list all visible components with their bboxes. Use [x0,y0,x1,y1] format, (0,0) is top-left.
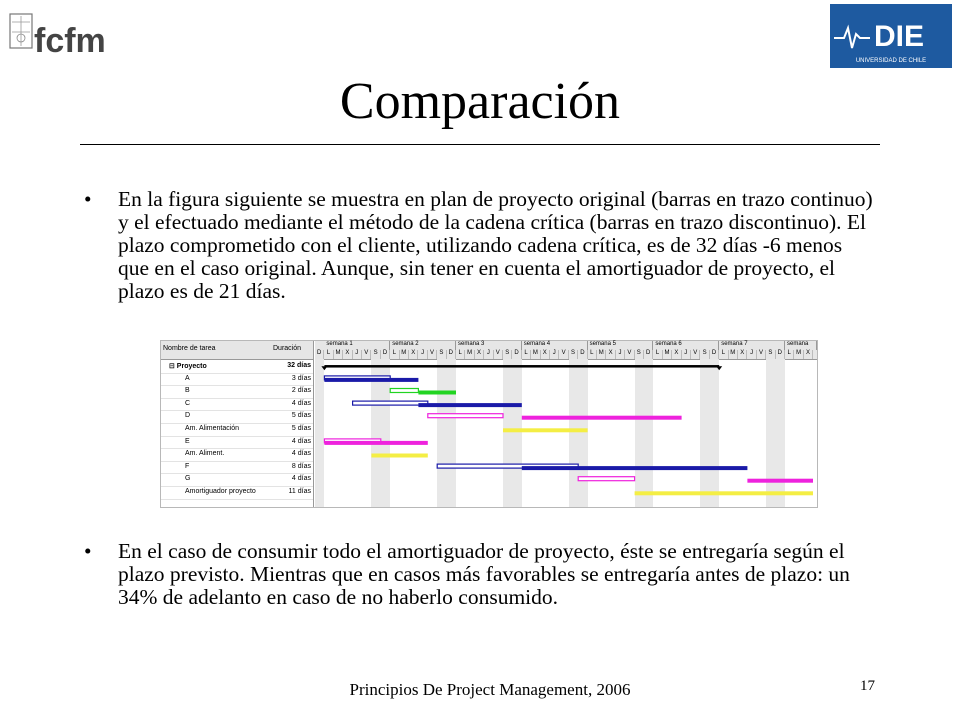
day-label: L [456,350,465,359]
task-duration: 32 días [287,362,311,369]
task-duration: 5 días [291,412,311,420]
gantt-bar [324,378,418,382]
task-duration: 4 días [291,437,311,445]
week-label: semana 6 [653,341,719,350]
day-label: D [644,350,653,359]
day-label: X [738,350,747,359]
day-label: S [700,350,709,359]
day-label: M [597,350,606,359]
week-label: semana 4 [522,341,588,350]
task-duration: 11 días [288,488,311,495]
day-label: X [409,350,418,359]
gantt-chart [160,340,818,508]
day-label: X [672,350,681,359]
task-name: F [185,462,190,470]
gantt-bar [635,491,813,495]
day-label: L [390,350,399,359]
gantt-bar [390,389,418,393]
task-duration: 5 días [291,425,311,432]
day-label: D [710,350,719,359]
fcfm-logo-text: fcfm [34,22,106,60]
task-duration: 4 días [291,450,311,458]
day-label: M [729,350,738,359]
week-label: semana 5 [588,341,654,350]
bullet-marker: • [84,187,92,211]
day-label: M [334,350,343,359]
day-label: D [315,350,324,359]
day-label: D [381,350,390,359]
day-label: L [324,350,333,359]
day-label: D [776,350,785,359]
week-label: semana 3 [456,341,522,350]
bullet-marker: • [84,539,92,563]
day-label: L [719,350,728,359]
day-label: S [635,350,644,359]
day-label: J [484,350,493,359]
gantt-bar [353,401,428,405]
die-logo [830,4,952,68]
day-label: J [353,350,362,359]
task-duration: 8 días [291,462,311,470]
task-duration: 4 días [291,399,311,407]
day-label: M [663,350,672,359]
gantt-bar [522,416,682,420]
day-label: S [503,350,512,359]
day-label: V [362,350,371,359]
bullet-2-text: En el caso de consumir todo el amortiguador de proyecto, éste se entregaría según el plazo previsto. Mientras que en casos más favorables se entregaría antes de plazo: un 34% de adelanto en caso de no haberlo consumido. [118,539,850,609]
day-label: V [691,350,700,359]
die-logo-text: DIE [874,20,925,53]
task-duration: 2 días [291,387,311,395]
university-crest-icon [8,8,118,68]
week-label: semana 2 [390,341,456,350]
task-name: A [185,374,190,382]
day-label: D [578,350,587,359]
task-name: Am. Alimentación [185,425,240,432]
task-name: ⊟ Proyecto [169,363,207,370]
gantt-bar [503,428,588,432]
day-label: V [625,350,634,359]
day-label: J [418,350,427,359]
day-label: L [522,350,531,359]
task-name: Amortiguador proyecto [185,488,256,495]
task-name: Am. Aliment. [185,450,225,458]
week-label: semana 7 [719,341,785,350]
title-divider [80,144,880,145]
day-label: M [794,350,803,359]
day-label: L [653,350,662,359]
page-number: 17 [860,678,875,694]
day-label: M [531,350,540,359]
header-task-name: Nombre de tarea [163,345,216,352]
day-label: M [400,350,409,359]
day-label: L [588,350,597,359]
day-label: S [766,350,775,359]
die-logo-subtext: UNIVERSIDAD DE CHILE [855,58,927,64]
day-label: L [785,350,794,359]
fcfm-logo [8,8,118,68]
day-label: M [465,350,474,359]
gantt-bar [418,403,521,407]
day-label: D [447,350,456,359]
day-label: S [371,350,380,359]
day-label: V [428,350,437,359]
day-label: X [804,350,813,359]
gantt-bar [324,365,719,368]
day-label: J [550,350,559,359]
slide-title: Comparación [339,73,621,130]
gantt-bar [522,466,748,470]
day-label: V [494,350,503,359]
day-label: X [541,350,550,359]
bullet-1-text: En la figura siguiente se muestra en plan de proyecto original (barras en trazo continuo) y el efectuado mediante el método de la cadena crítica (barras en trazo discontinuo). El plazo comprometido con el cliente, utilizando cadena crítica, es de 32 días -6 menos que en el caso original. Aunque, sin tener en cuenta el amortiguador de proyecto, el plazo es de 21 días. [118,187,873,303]
gantt-bar [578,477,634,481]
task-duration: 3 días [291,374,311,382]
day-label: V [559,350,568,359]
day-label: X [343,350,352,359]
day-label: D [512,350,521,359]
footer-text: Principios De Project Management, 2006 [349,680,631,699]
summary-end-marker [716,366,722,370]
day-label: J [682,350,691,359]
day-label: X [606,350,615,359]
gantt-bar [371,454,427,458]
week-label: semana 1 [324,341,390,350]
task-duration: 4 días [291,475,311,483]
task-name: B [185,387,190,395]
gantt-bar [747,479,813,483]
day-label: S [437,350,446,359]
gantt-bar [418,391,456,395]
gantt-bar [428,414,503,418]
header-duration: Duración [273,345,302,352]
summary-end-marker [321,366,327,370]
day-label: J [616,350,625,359]
task-name: E [185,437,190,445]
task-name: C [185,399,191,407]
gantt-bar [324,441,427,445]
task-name: G [185,475,191,483]
day-label: S [569,350,578,359]
day-label: J [747,350,756,359]
day-label: V [757,350,766,359]
task-name: D [185,412,191,420]
day-label: X [475,350,484,359]
gantt-bars-layer [161,341,817,507]
week-label: semana [785,341,817,350]
